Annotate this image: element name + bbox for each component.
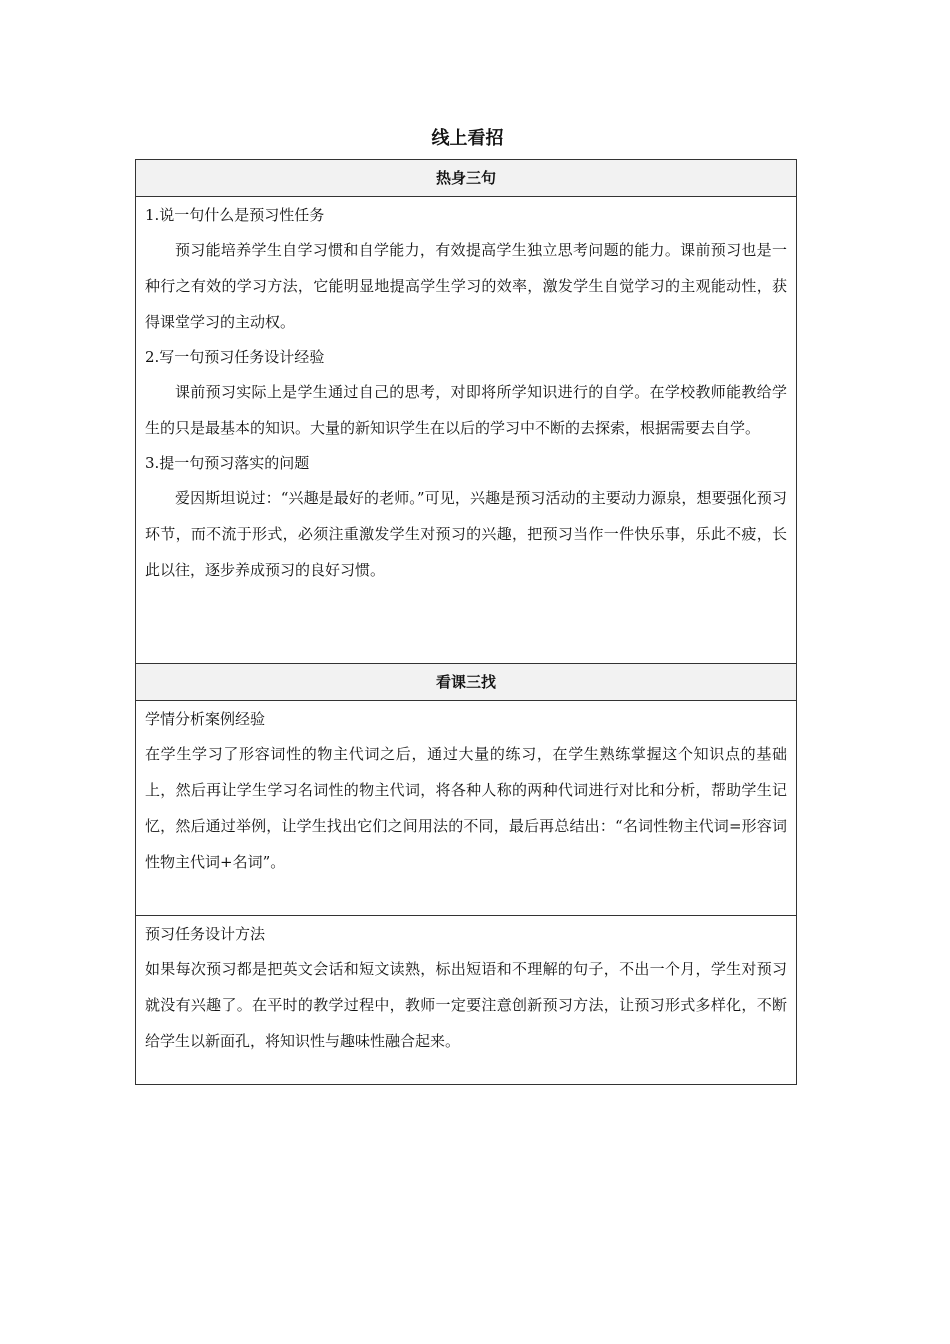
item-paragraph: 课前预习实际上是学生通过自己的思考，对即将所学知识进行的自学。在学校教师能教给学生的只是最基本的知识。大量的新知识学生在以后的学习中不断的去探索，根据需要去自学。 <box>145 383 787 437</box>
learning-analysis-cell <box>136 701 796 916</box>
item-heading: 3.提一句预习落实的问题 <box>145 454 310 472</box>
task-design-cell <box>136 916 796 1085</box>
section-header-observation: 看课三找 <box>136 664 796 701</box>
item-heading: 预习任务设计方法 <box>145 925 266 943</box>
item-paragraph: 爱因斯坦说过：“兴趣是最好的老师。”可见，兴趣是预习活动的主要动力源泉，想要强化预习环节，而不流于形式，必须注重激发学生对预习的兴趣，把预习当作一件快乐事，乐此不疲，长此以往，逐步养成预习的良好习惯。 <box>145 489 787 579</box>
item-heading: 2.写一句预习任务设计经验 <box>145 348 325 366</box>
item-heading: 学情分析案例经验 <box>145 710 266 728</box>
item-paragraph: 预习能培养学生自学习惯和自学能力，有效提高学生独立思考问题的能力。课前预习也是一种行之有效的学习方法，它能明显地提高学生学习的效率，激发学生自觉学习的主观能动性，获得课堂学习的主动权。 <box>145 241 787 331</box>
document-title: 线上看招 <box>431 128 504 149</box>
warmup-cell <box>136 197 796 664</box>
item-heading: 1.说一句什么是预习性任务 <box>145 206 325 224</box>
item-paragraph: 在学生学习了形容词性的物主代词之后，通过大量的练习，在学生熟练掌握这个知识点的基础上，然后再让学生学习名词性的物主代词，将各种人称的两种代词进行对比和分析，帮助学生记忆，然后通过举例，让学生找出它们之间用法的不同，最后再总结出：“名词性物主代词=形容词性物主代词+名词”。 <box>145 745 787 871</box>
lesson-table <box>135 159 797 1085</box>
item-paragraph: 如果每次预习都是把英文会话和短文读熟，标出短语和不理解的句子，不出一个月，学生对预习就没有兴趣了。在平时的教学过程中，教师一定要注意创新预习方法，让预习形式多样化，不断给学生以新面孔，将知识性与趣味性融合起来。 <box>145 960 787 1050</box>
section-header-warmup: 热身三句 <box>136 160 796 197</box>
